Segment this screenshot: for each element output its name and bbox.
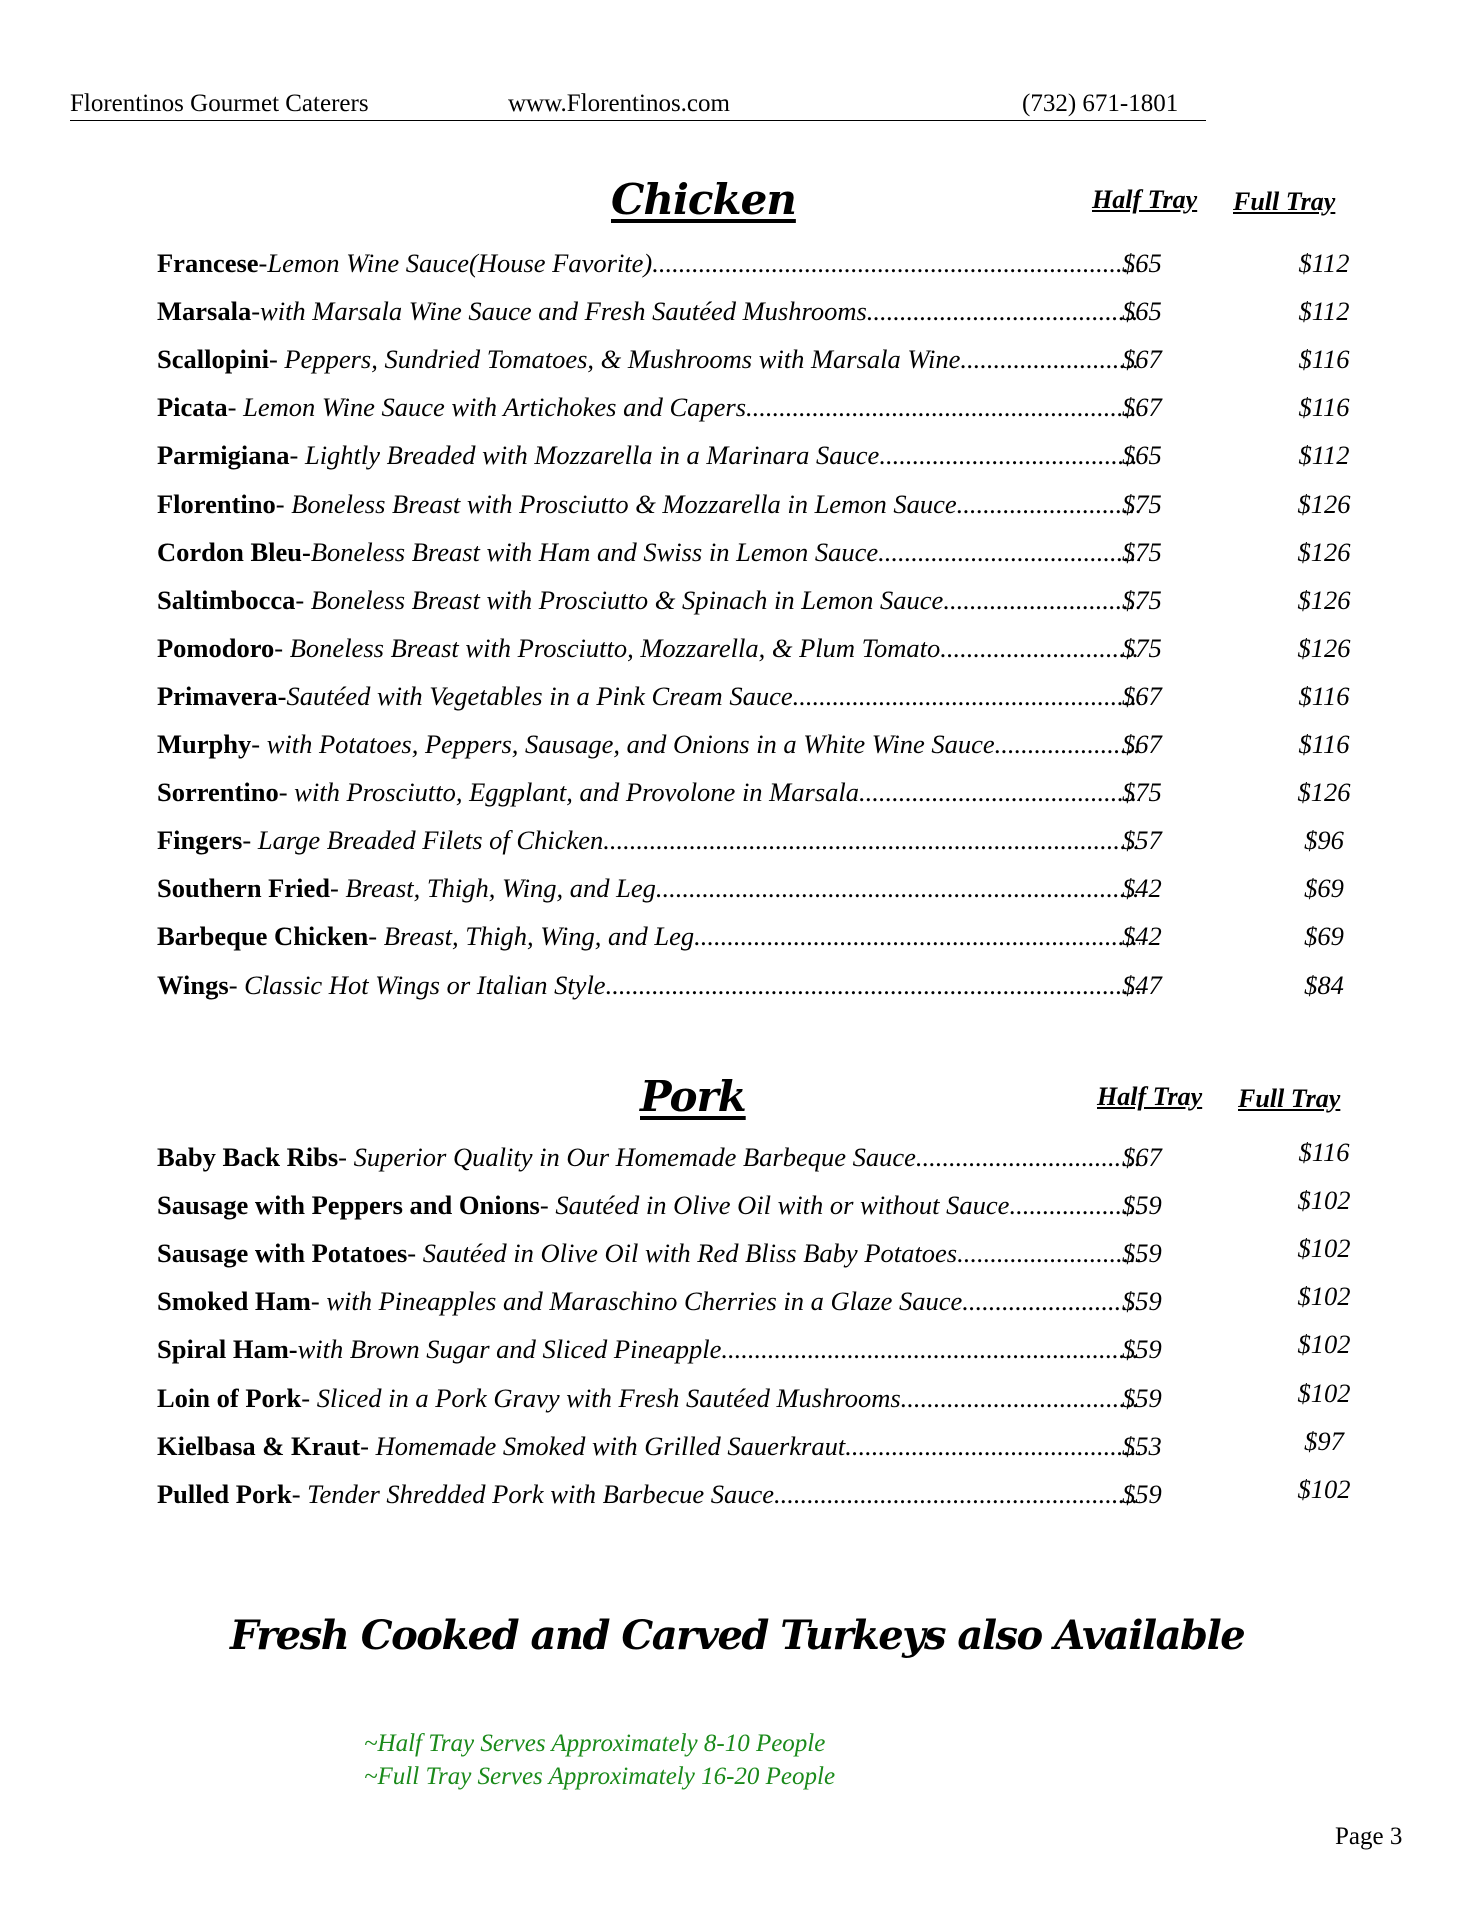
item-name: Fingers [157, 825, 243, 856]
item-description: - Lemon Wine Sauce with Artichokes and Capers [227, 392, 747, 423]
item-description: - Sautéed in Olive Oil with or without Sauce [539, 1190, 1010, 1221]
item-name: Francese [157, 248, 259, 278]
half-tray-price: $57 [1122, 825, 1162, 856]
half-tray-price: $67 [1122, 344, 1162, 375]
website-link[interactable]: www.Florentinos.com [508, 90, 730, 117]
dot-leader [603, 825, 1140, 856]
item-description: - Superior Quality in Our Homemade Barbeque Sauce [338, 1142, 916, 1172]
item-description: - Tender Shredded Pork with Barbecue Sauce [291, 1478, 775, 1509]
item-description: - with Prosciutto, Eggplant, and Provolone in Marsala [278, 777, 859, 808]
dot-leader [1009, 1190, 1140, 1221]
item-line [157, 344, 1140, 375]
item-name: Loin of Pork [157, 1382, 302, 1413]
item-name: Scallopini [157, 344, 269, 375]
item-line [157, 440, 1140, 471]
half-tray-price: $59 [1122, 1478, 1162, 1509]
item-name: Parmigiana [157, 440, 290, 471]
full-tray-price: $116 [1298, 1137, 1350, 1167]
half-tray-price: $59 [1122, 1334, 1162, 1365]
half-tray-price: $65 [1122, 248, 1162, 278]
item-description: - Lightly Breaded with Mozzarella in a Marinara Sauce [289, 440, 880, 471]
full-tray-price: $112 [1298, 248, 1350, 278]
dot-leader [916, 1142, 1140, 1173]
dot-leader [606, 970, 1140, 1001]
dot-leader [901, 1383, 1140, 1414]
item-line [157, 392, 1140, 423]
item-name: Florentino [157, 488, 276, 519]
full-tray-price: $116 [1298, 729, 1350, 759]
dot-leader [879, 440, 1140, 471]
dot-leader [995, 729, 1140, 760]
dot-leader [878, 537, 1140, 568]
full-tray-price: $126 [1297, 632, 1351, 663]
half-tray-price: $42 [1122, 921, 1162, 952]
company-name: Florentinos Gourmet Caterers [70, 90, 369, 117]
chicken-half-tray-header: Half Tray [1092, 185, 1198, 214]
item-line [157, 681, 1140, 712]
item-name: Cordon Bleu- [157, 536, 311, 567]
dot-leader [721, 1334, 1140, 1365]
full-tray-price: $126 [1297, 777, 1351, 808]
pork-section-title: Pork [640, 1072, 746, 1121]
half-tray-price: $75 [1122, 777, 1162, 808]
item-line [157, 729, 1140, 760]
item-name: Barbeque Chicken [157, 921, 369, 952]
item-name: Sorrentino [157, 777, 279, 808]
full-tray-price: $112 [1298, 440, 1350, 471]
item-line [157, 1383, 1140, 1414]
full-tray-price: $102 [1297, 1281, 1351, 1312]
full-tray-price: $126 [1297, 584, 1351, 615]
half-tray-price: $67 [1122, 1142, 1162, 1172]
item-name: Saltimbocca [157, 584, 296, 615]
item-name: Sausage with Peppers and Onions [157, 1190, 540, 1221]
item-description: - Sautéed in Olive Oil with Red Bliss Baby Potatoes [407, 1238, 958, 1269]
item-description: - Peppers, Sundried Tomatoes, & Mushrooms with Marsala Wine [268, 344, 961, 375]
item-line [157, 1431, 1140, 1462]
dot-leader [940, 633, 1140, 664]
item-line [157, 1142, 1140, 1173]
item-description: - Breast, Thigh, Wing, and Leg [330, 873, 656, 904]
dot-leader [960, 344, 1140, 375]
half-tray-price: $75 [1122, 632, 1162, 663]
item-name: Wings [157, 969, 229, 1000]
dot-leader [867, 296, 1140, 327]
half-tray-price: $67 [1122, 680, 1162, 711]
dot-leader [774, 1479, 1140, 1510]
dot-leader [656, 873, 1140, 904]
item-name: Spiral Ham- [157, 1334, 298, 1365]
half-tray-price: $65 [1122, 440, 1162, 471]
item-description: - Large Breaded Filets of Chicken [242, 825, 604, 856]
full-tray-price: $84 [1304, 969, 1344, 1000]
item-line [157, 585, 1140, 616]
item-name: Kielbasa & Kraut [157, 1430, 361, 1461]
half-tray-price: $75 [1122, 584, 1162, 615]
item-description: - Boneless Breast with Prosciutto & Mozzarella in Lemon Sauce [275, 488, 957, 519]
half-tray-price: $59 [1122, 1286, 1162, 1317]
half-tray-price: $42 [1122, 873, 1162, 904]
full-tray-price: $69 [1304, 921, 1344, 952]
item-line [157, 537, 1140, 568]
chicken-section-title: Chicken [611, 175, 796, 224]
dot-leader [943, 585, 1140, 616]
half-tray-price: $59 [1122, 1190, 1162, 1221]
item-description: - Breast, Thigh, Wing, and Leg [368, 921, 695, 952]
pork-full-tray-header: Full Tray [1238, 1084, 1341, 1113]
full-tray-price: $97 [1304, 1425, 1344, 1456]
full-tray-price: $69 [1304, 873, 1344, 904]
full-tray-price: $126 [1297, 488, 1351, 519]
item-name: Marsala [157, 296, 252, 327]
item-description: - Sliced in a Pork Gravy with Fresh Sautéed Mushrooms [301, 1382, 901, 1413]
full-tray-price: $116 [1298, 344, 1350, 375]
full-tray-price: $116 [1298, 392, 1350, 423]
item-description: -Lemon Wine Sauce(House Favorite) [258, 248, 653, 278]
full-tray-note: ~Full Tray Serves Approximately 16-20 People [364, 1763, 836, 1790]
item-line [157, 970, 1140, 1001]
item-name: Smoked Ham [157, 1286, 311, 1317]
dot-leader [957, 1238, 1140, 1269]
item-line [157, 1286, 1140, 1317]
half-tray-price: $65 [1122, 296, 1162, 327]
item-name: Primavera- [157, 680, 287, 711]
item-description: - Homemade Smoked with Grilled Sauerkraut [360, 1430, 846, 1461]
half-tray-price: $47 [1122, 969, 1162, 1000]
item-line [157, 873, 1140, 904]
pork-half-tray-header: Half Tray [1097, 1082, 1203, 1111]
item-name: Pomodoro [157, 632, 275, 663]
full-tray-price: $116 [1298, 680, 1350, 711]
turkey-banner: Fresh Cooked and Carved Turkeys also Available [230, 1612, 1245, 1659]
half-tray-price: $53 [1122, 1430, 1162, 1461]
item-name: Picata [157, 392, 228, 423]
item-description: - Classic Hot Wings or Italian Style [228, 969, 606, 1000]
item-name: Sausage with Potatoes [157, 1238, 408, 1269]
item-line [157, 248, 1140, 279]
dot-leader [652, 248, 1140, 279]
item-line [157, 825, 1140, 856]
full-tray-price: $102 [1297, 1473, 1351, 1504]
dot-leader [793, 681, 1140, 712]
item-line [157, 921, 1140, 952]
page-number: Page 3 [1335, 1823, 1403, 1850]
item-name: Pulled Pork [157, 1478, 292, 1509]
dot-leader [859, 777, 1140, 808]
item-line [157, 777, 1140, 808]
item-description: - with Pineapples and Maraschino Cherries in a Glaze Sauce [310, 1286, 963, 1317]
item-line [157, 296, 1140, 327]
dot-leader [845, 1431, 1140, 1462]
item-line [157, 1238, 1140, 1269]
dot-leader [957, 489, 1140, 520]
item-line [157, 1479, 1140, 1510]
half-tray-price: $59 [1122, 1238, 1162, 1269]
item-description: - with Potatoes, Peppers, Sausage, and Onions in a White Wine Sauce [251, 729, 995, 759]
half-tray-price: $75 [1122, 488, 1162, 519]
item-line [157, 1190, 1140, 1221]
half-tray-price: $75 [1122, 536, 1162, 567]
full-tray-price: $96 [1304, 825, 1344, 856]
item-line [157, 489, 1140, 520]
full-tray-price: $102 [1297, 1329, 1351, 1360]
item-description: - Boneless Breast with Prosciutto & Spinach in Lemon Sauce [295, 584, 944, 615]
full-tray-price: $126 [1297, 536, 1351, 567]
page-header [70, 90, 1206, 121]
item-description: - Boneless Breast with Prosciutto, Mozzarella, & Plum Tomato [274, 632, 941, 663]
full-tray-price: $102 [1297, 1377, 1351, 1408]
full-tray-price: $102 [1297, 1185, 1351, 1216]
item-line [157, 633, 1140, 664]
item-name: Baby Back Ribs [157, 1142, 339, 1172]
dot-leader [962, 1286, 1140, 1317]
item-description: Sautéed with Vegetables in a Pink Cream Sauce [286, 680, 793, 711]
full-tray-price: $112 [1298, 296, 1350, 327]
half-tray-price: $67 [1122, 392, 1162, 423]
item-line [157, 1334, 1140, 1365]
dot-leader [746, 392, 1140, 423]
chicken-full-tray-header: Full Tray [1233, 187, 1336, 216]
full-tray-price: $102 [1297, 1233, 1351, 1264]
item-name: Southern Fried [157, 873, 330, 904]
item-description: with Brown Sugar and Sliced Pineapple [297, 1334, 722, 1365]
dot-leader [694, 921, 1140, 952]
half-tray-price: $59 [1122, 1382, 1162, 1413]
item-description: Boneless Breast with Ham and Swiss in Lemon Sauce [310, 536, 879, 567]
item-description: -with Marsala Wine Sauce and Fresh Sautéed Mushrooms [251, 296, 867, 327]
item-name: Murphy [157, 729, 252, 759]
phone-number: (732) 671-1801 [1022, 90, 1179, 117]
half-tray-note: ~Half Tray Serves Approximately 8-10 People [364, 1730, 826, 1757]
half-tray-price: $67 [1122, 729, 1162, 759]
